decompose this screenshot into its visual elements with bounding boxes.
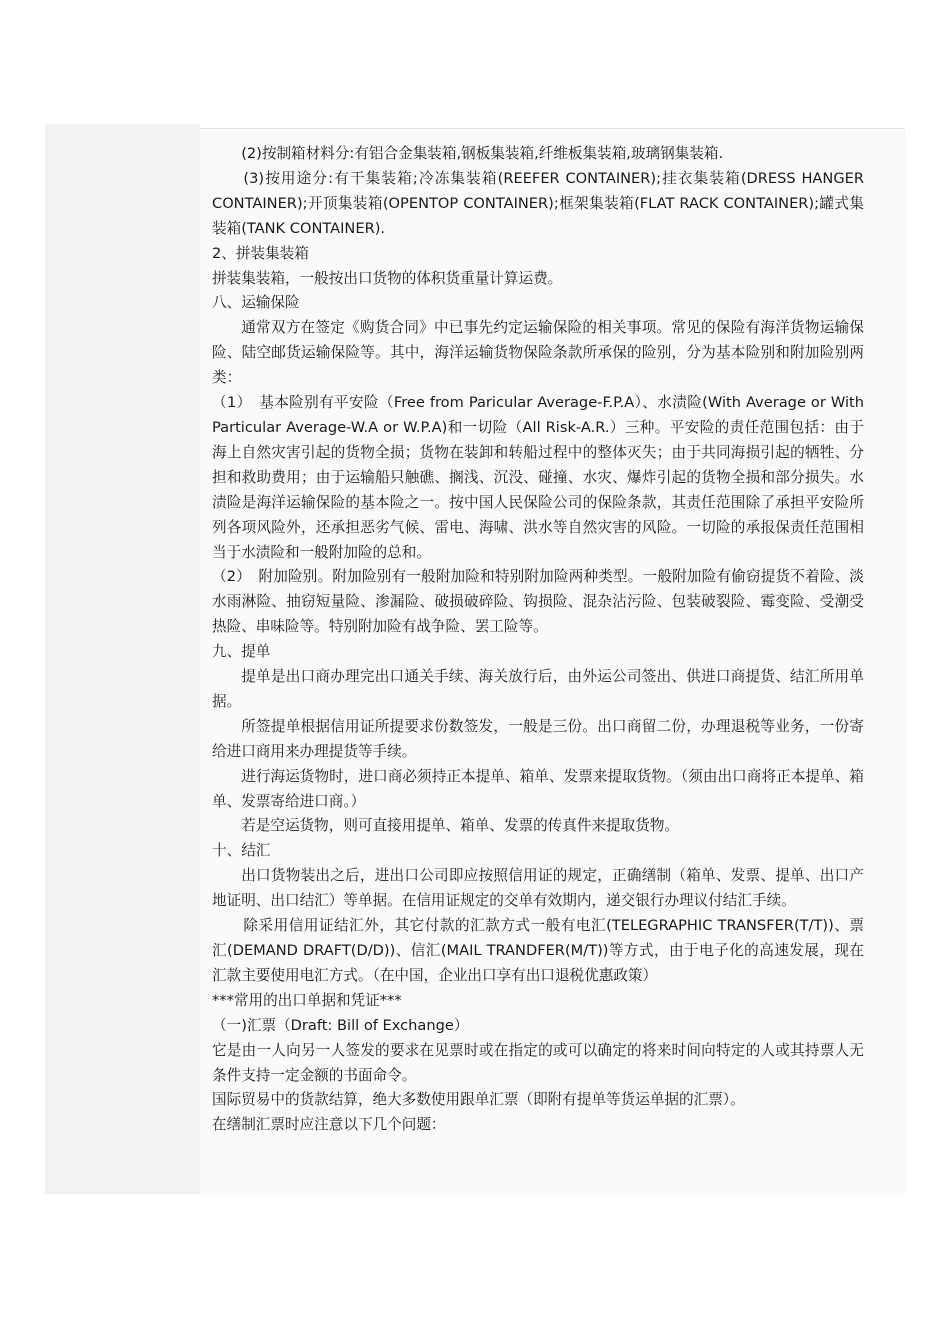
heading-export-documents: ***常用的出口单据和凭证*** — [212, 991, 402, 1009]
section-heading-bill-of-lading: 九、提单 — [212, 643, 271, 661]
paragraph-remittance-methods: 除采用信用证结汇外，其它付款的汇款方式一般有电汇(TELEGRAPHIC TRANSFER(T/T))、票汇(DEMAND DRAFT(D/D))、信汇(MAIL TRANDFER(M/T))等方式，由于电子化的高速发展，现在汇款主要使用电汇方式。（在中国，企业出口享有出口退税优惠政策） — [212, 917, 864, 984]
paragraph-sea-freight: 进行海运货物时，进口商必须持正本提单、箱单、发票来提取货物。（须由出口商将正本提单、箱单、发票寄给进口商。） — [212, 767, 864, 810]
paragraph-container-material: (2)按制箱材料分:有铝合金集装箱,钢板集装箱,纤维板集装箱,玻璃钢集装箱. — [241, 145, 724, 162]
paragraph-bill-of-lading-copies: 所签提单根据信用证所提要求份数签发，一般是三份。出口商留二份，办理退税等业务，一份寄给进口商用来办理提货等手续。 — [212, 717, 864, 760]
paragraph-settlement-documents: 出口货物装出之后，进出口公司即应按照信用证的规定，正确缮制（箱单、发票、提单、出口产地证明、出口结汇）等单据。在信用证规定的交单有效期内，递交银行办理议付结汇手续。 — [212, 867, 864, 910]
heading-draft: （一)汇票（Draft: Bill of Exchange） — [212, 1016, 469, 1034]
paragraph-documentary-draft: 国际贸易中的货款结算，绝大多数使用跟单汇票（即附有提单等货运单据的汇票）。 — [212, 1091, 745, 1109]
paragraph-consolidated-container: 拼装集装箱，一般按出口货物的体积货重量计算运费。 — [212, 269, 563, 287]
document-body — [212, 142, 864, 1138]
paragraph-container-usage: (3)按用途分:有干集装箱;冷冻集装箱(REEFER CONTAINER);挂衣集装箱(DRESS HANGER CONTAINER);开顶集装箱(OPENTOP CONTAINER);框架集装箱(FLAT RACK CONTAINER);罐式集装箱(TANK CONTAINER). — [212, 169, 864, 237]
paragraph-insurance-intro: 通常双方在签定《购货合同》中已事先约定运输保险的相关事项。常见的保险有海洋货物运输保险、陆空邮货运输保险等。其中，海洋运输货物保险条款所承保的险别，分为基本险别和附加险别两类： — [212, 319, 864, 387]
paragraph-bill-of-lading-definition: 提单是出口商办理完出口通关手续、海关放行后，由外运公司签出、供进口商提货、结汇所用单据。 — [212, 668, 864, 710]
paragraph-draft-definition: 它是由一人向另一人签发的要求在见票时或在指定的或可以确定的将来时间向特定的人或其持票人无条件支持一定金额的书面命令。 — [212, 1041, 864, 1084]
left-margin-panel — [45, 124, 200, 1194]
paragraph-basic-coverage: （1） 基本险别有平安险（Free from Paricular Average-F.P.A）、水渍险(With Average or With Particular Average-W.A or W.P.A)和一切险（All Risk-A.R.）三种。平安险的责任范围包括：由于海上自然灾害引起的货物全损；货物在装卸和转船过程中的整体灭失；由于共同海损引起的牺牲、分担和救助费用；由于运输船只触礁、搁浅、沉没、碰撞、水灾、爆炸引起的货物全损和部分损失。水渍险是海洋运输保险的基本险之一。按中国人民保险公司的保险条款，其责任范围除了承担平安险所列各项风险外，还承担恶劣气候、雷电、海啸、洪水等自然灾害的风险。一切险的承报保责任范围相当于水渍险和一般附加险的总和。 — [212, 394, 864, 561]
section-heading-settlement: 十、结汇 — [212, 842, 271, 860]
paragraph-air-freight: 若是空运货物，则可直接用提单、箱单、发票的传真件来提取货物。 — [241, 817, 680, 835]
paragraph-additional-coverage: （2） 附加险别。附加险别有一般附加险和特别附加险两种类型。一般附加险有偷窃提货不着险、淡水雨淋险、抽窃短量险、渗漏险、破损破碎险、钩损险、混杂沾污险、包装破裂险、霉变险、受潮受热险、串味险等。特别附加险有战争险、罢工险等。 — [212, 568, 864, 636]
section-heading-insurance: 八、运输保险 — [212, 294, 300, 312]
paragraph-draft-notes: 在缮制汇票时应注意以下几个问题： — [212, 1116, 446, 1134]
heading-consolidated-container: 2、拼装集装箱 — [212, 244, 309, 262]
